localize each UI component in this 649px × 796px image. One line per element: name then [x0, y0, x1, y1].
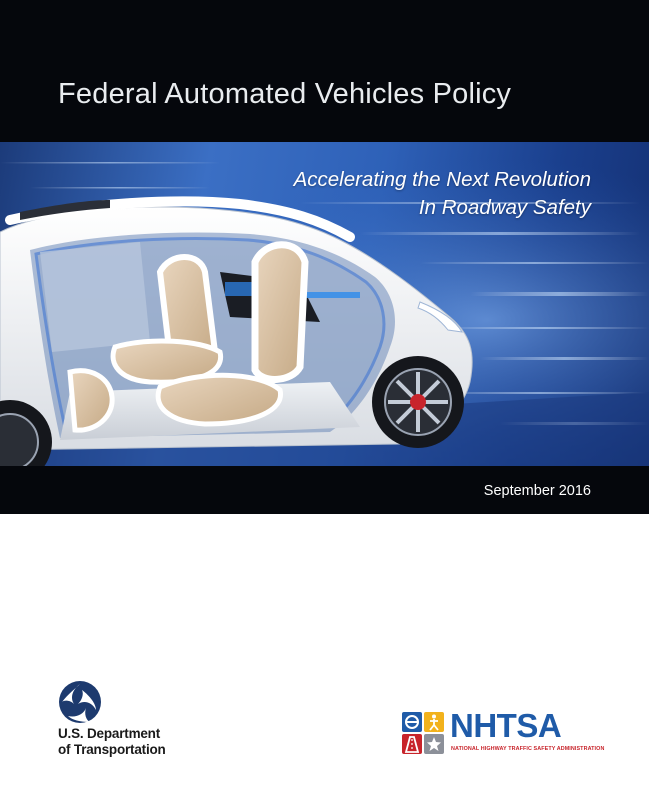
subtitle-line-2: In Roadway Safety: [418, 196, 591, 219]
document-title: Federal Automated Vehicles Policy: [58, 78, 512, 110]
nhtsa-acronym: NHTSA: [450, 707, 562, 744]
nhtsa-full-name: NATIONAL HIGHWAY TRAFFIC SAFETY ADMINISTRATION: [451, 746, 605, 752]
usdot-name-line-1: U.S. Department: [58, 726, 161, 741]
usdot-logo: [58, 680, 258, 760]
date-band: [0, 466, 649, 514]
publication-date: September 2016: [483, 483, 591, 499]
nhtsa-icon-grid: [402, 712, 446, 756]
usdot-tri-star-icon: [58, 680, 102, 724]
subtitle-line-1: Accelerating the Next Revolution: [293, 168, 591, 191]
title-band: [0, 0, 649, 142]
nhtsa-logo: [402, 707, 605, 758]
usdot-name: [58, 726, 166, 758]
subtitle: [294, 166, 591, 222]
hero-image: [0, 142, 649, 466]
usdot-name-line-2: of Transportation: [58, 742, 166, 757]
